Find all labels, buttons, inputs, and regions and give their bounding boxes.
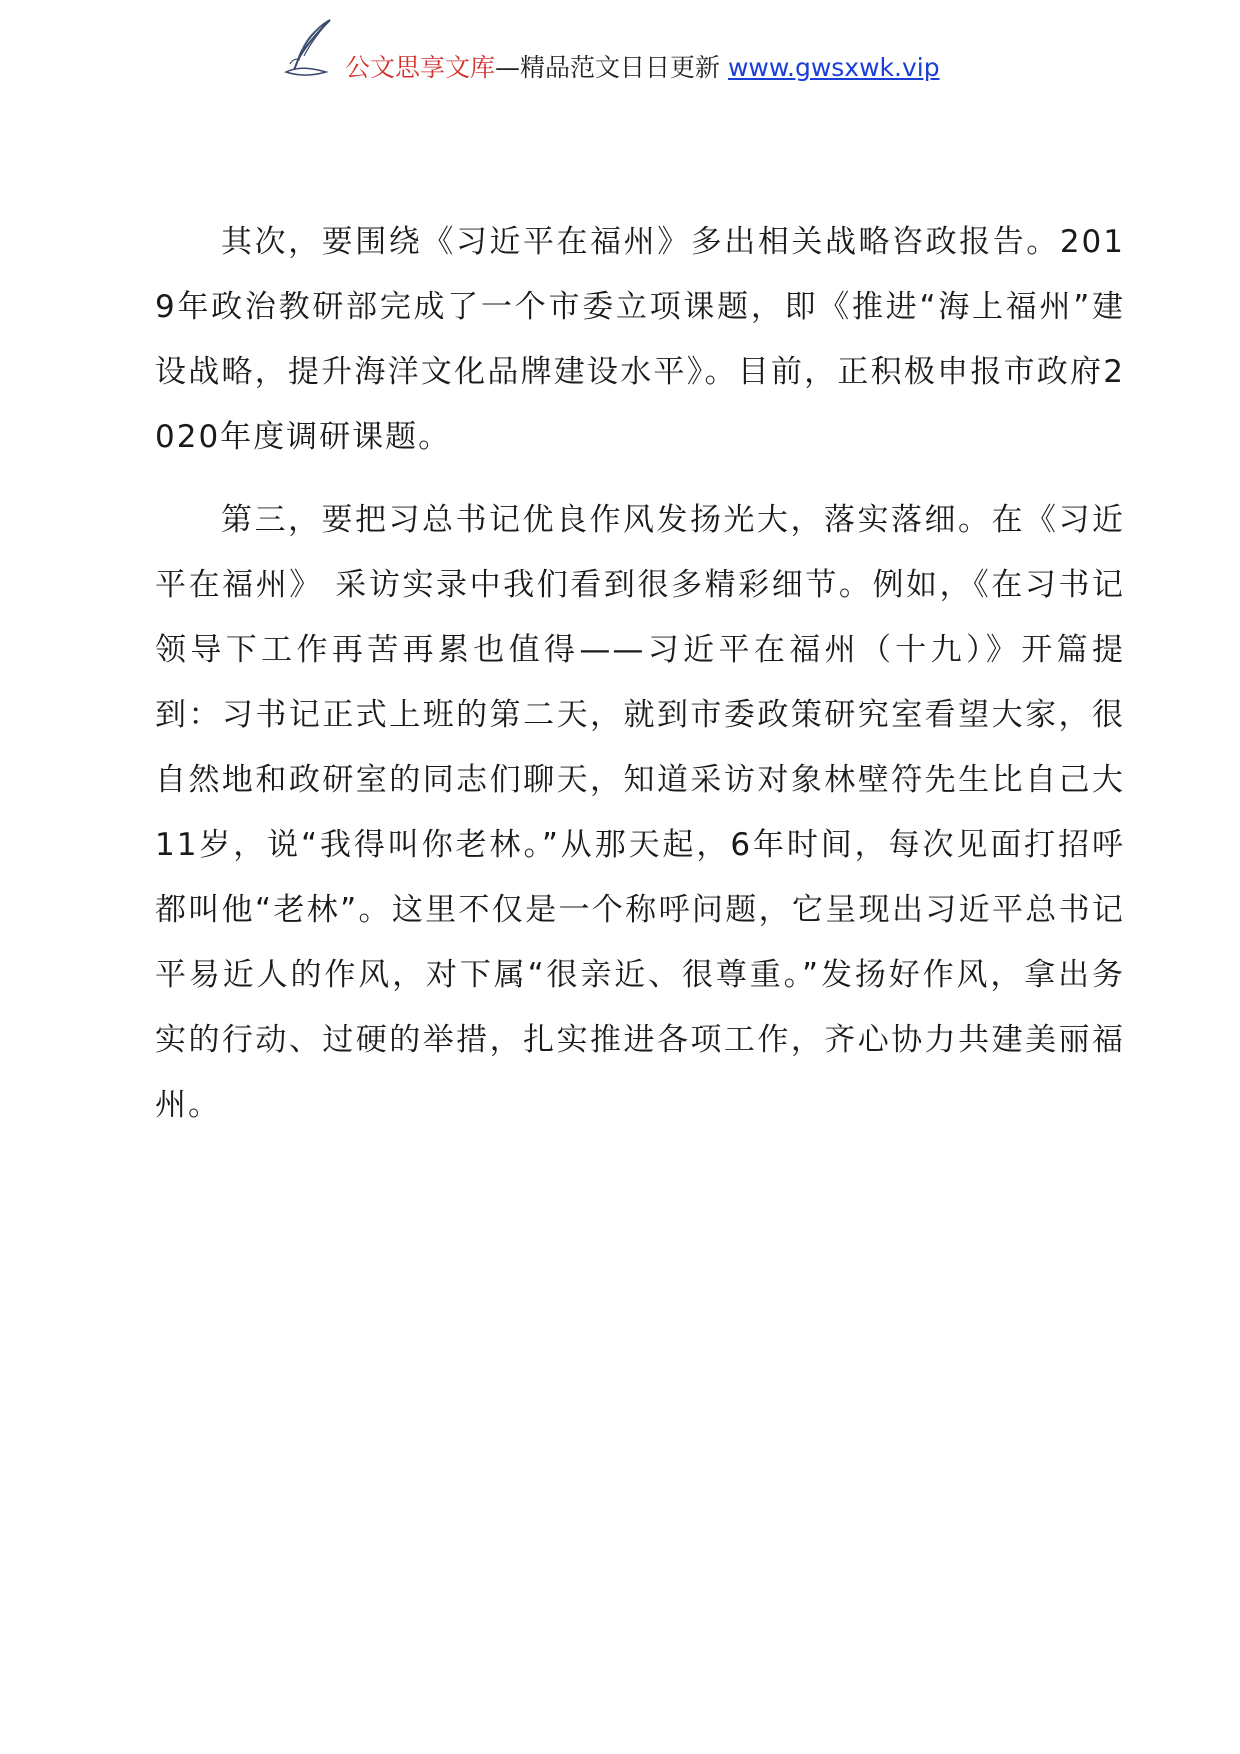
site-tagline: —精品范文日日更新 bbox=[495, 53, 728, 82]
paragraph: 其次，要围绕《习近平在福州》多出相关战略咨政报告。2019年政治教研部完成了一个市委立项课题，即《推进“海上福州”建设战略，提升海洋文化品牌建设水平》。目前，正积极申报市政府2020年度调研课题。 bbox=[155, 224, 1125, 455]
header-line bbox=[345, 52, 940, 84]
page-header bbox=[0, 14, 1240, 84]
paragraph: 第三，要把习总书记优良作风发扬光大，落实落细。在《习近平在福州》 采访实录中我们看到很多精彩细节。例如，《在习书记领导下工作再苦再累也值得——习近平在福州（十九）》开篇提到：习书记正式上班的第二天，就到市委政策研究室看望大家，很自然地和政研室的同志们聊天，知道采访对象林壁符先生比自己大11岁，说“我得叫你老林。”从那天起，6年时间，每次见面打招呼都叫他“老林”。这里不仅是一个称呼问题，它呈现出习近平总书记平易近人的作风，对下属“很亲近、很尊重。”发扬好作风，拿出务实的行动、过硬的举措，扎实推进各项工作，齐心协力共建美丽福州。 bbox=[155, 502, 1125, 1123]
site-name: 公文思享文库 bbox=[345, 53, 496, 82]
site-url-link[interactable]: www.gwsxwk.vip bbox=[727, 53, 940, 82]
quill-pen-icon bbox=[282, 16, 342, 80]
document-body bbox=[155, 210, 1125, 1156]
